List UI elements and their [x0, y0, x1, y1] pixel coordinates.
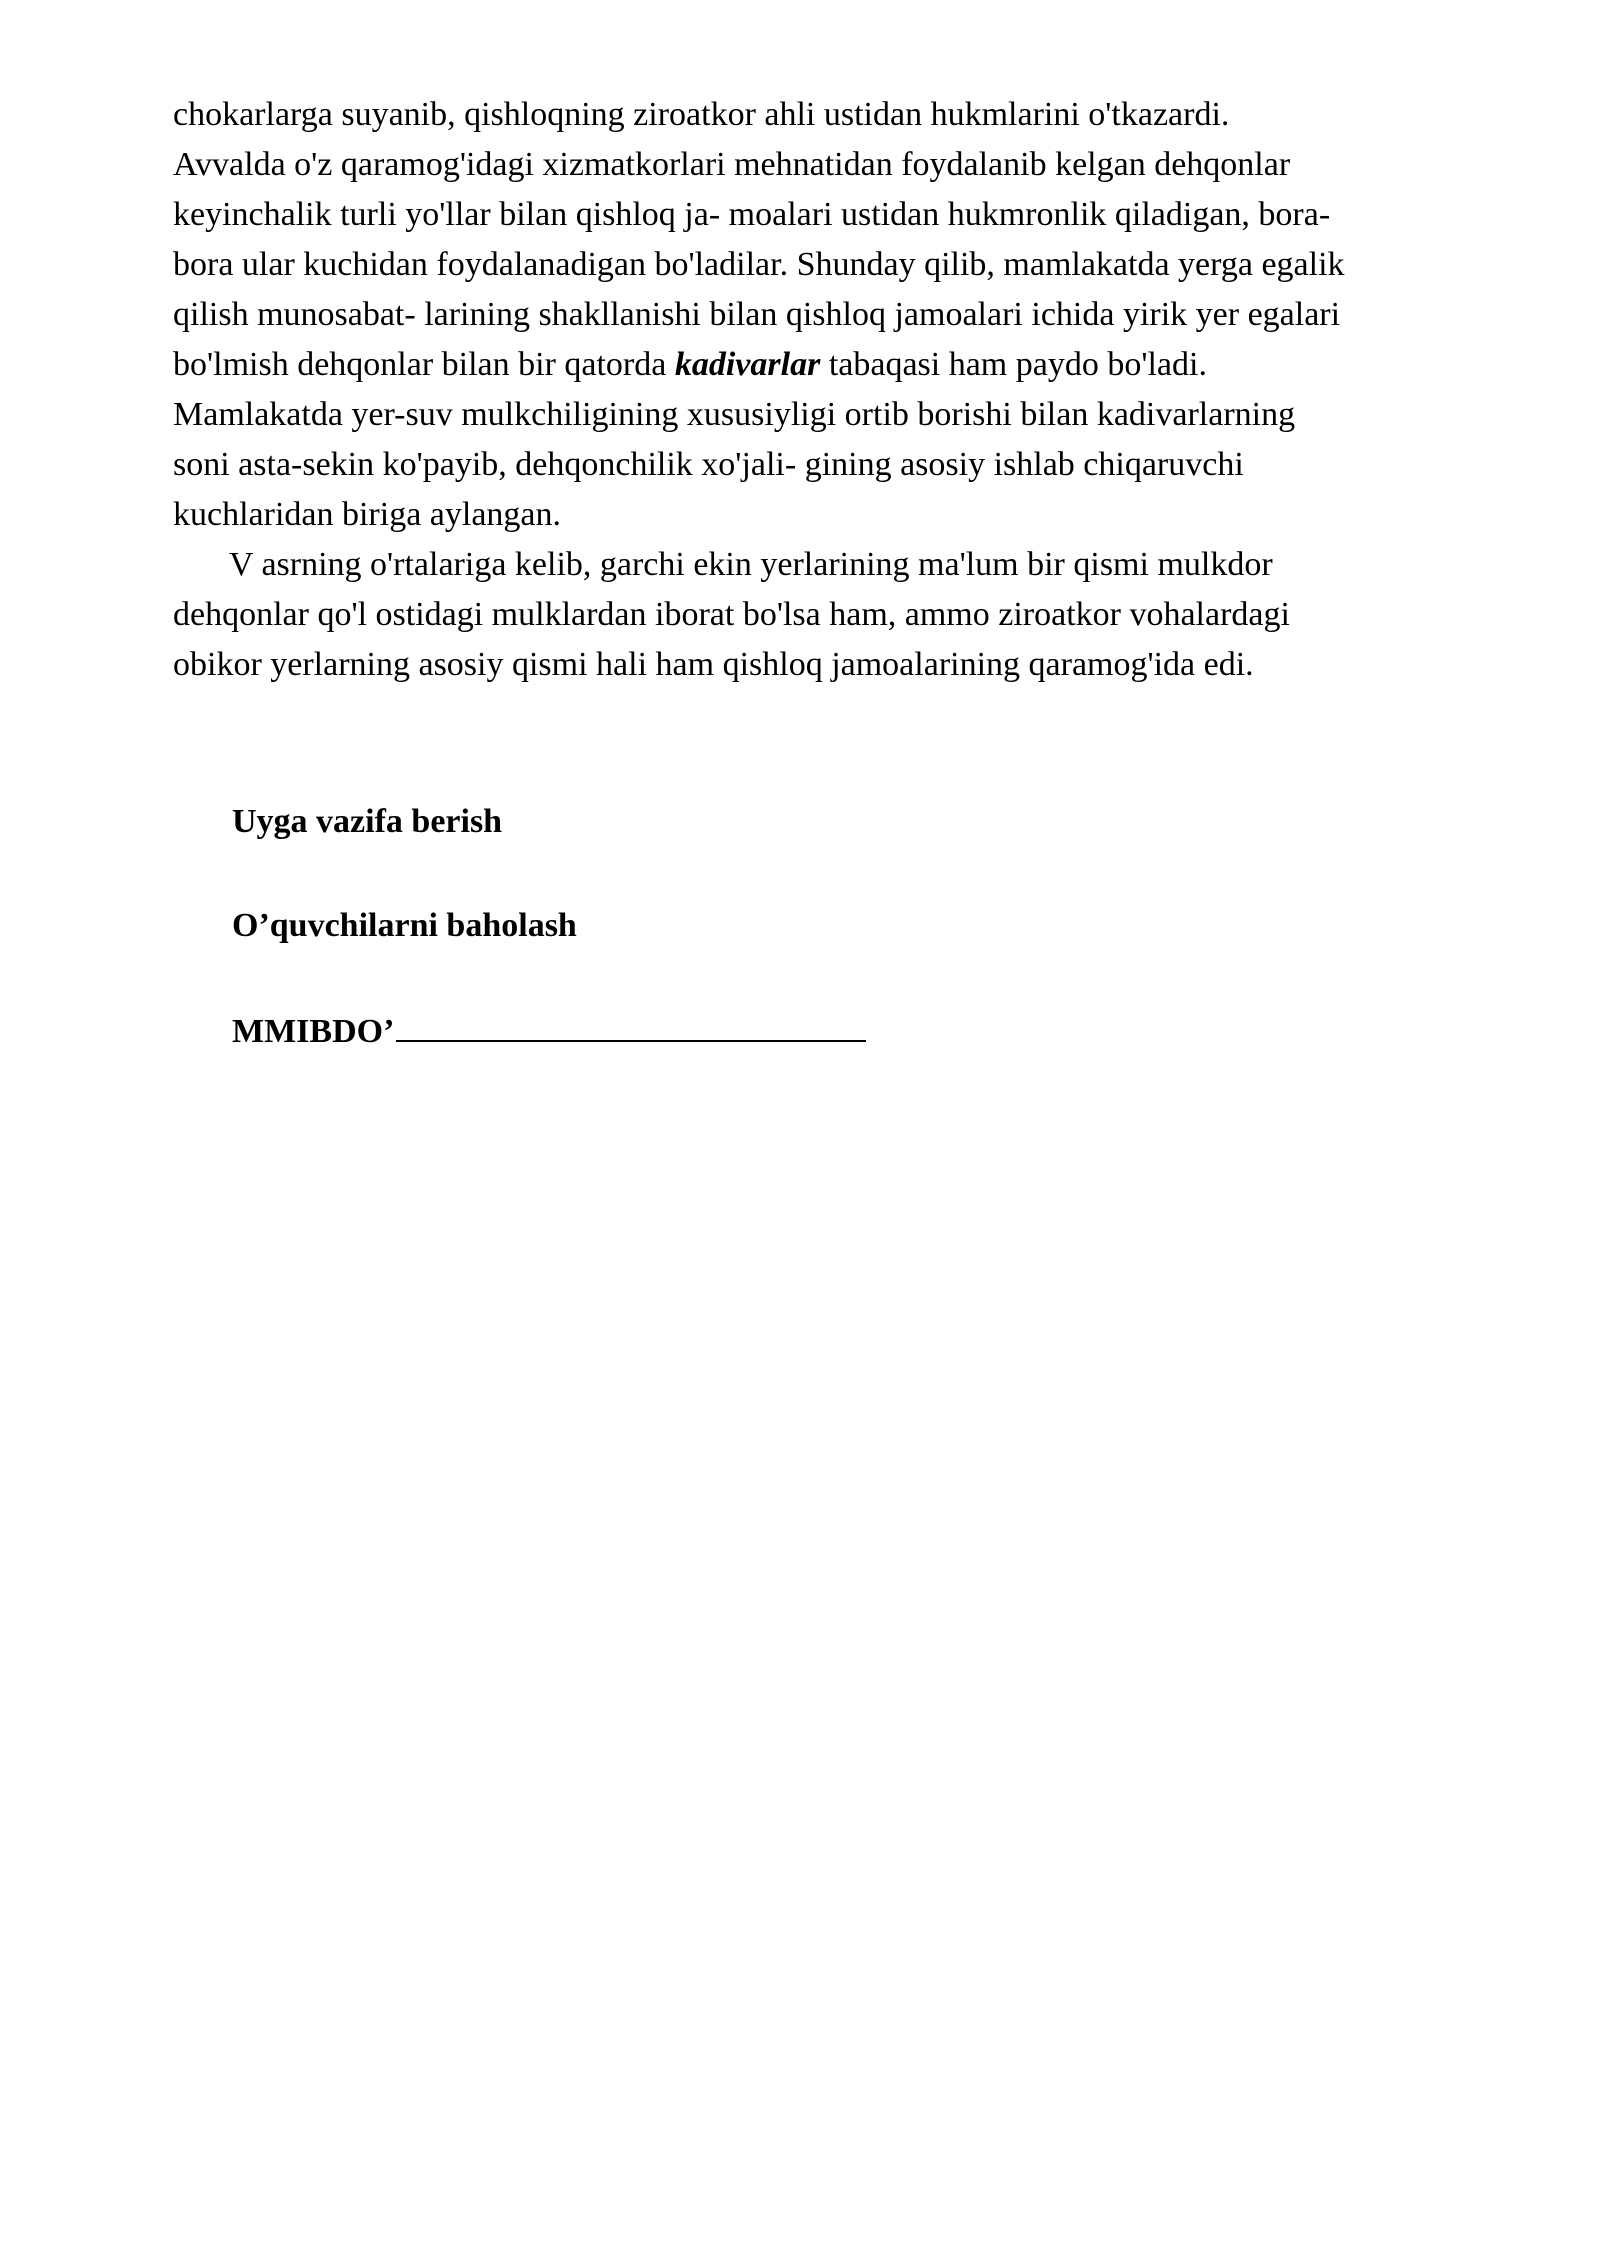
mmibdo-label: MMIBDO’: [232, 1013, 395, 1050]
text-line: bora ular kuchidan foydalanadigan bo'ladilar. Shunday qilib, mamlakatda yerga egalik: [173, 246, 1345, 283]
text-fragment: tabaqasi ham paydo bo'ladi.: [820, 346, 1207, 383]
text-line: soni asta-sekin ko'payib, dehqonchilik xo'jali- gining asosiy ishlab chiqaruvchi: [173, 446, 1244, 483]
text-line: qilish munosabat- larining shakllanishi bilan qishloq jamoalari ichida yirik yer egalari: [173, 296, 1341, 333]
text-line: kuchlaridan biriga aylangan.: [173, 496, 562, 533]
homework-heading: Uyga vazifa berish: [232, 803, 503, 840]
signature-blank-line: [396, 1008, 866, 1042]
text-line-indented: V asrning o'rtalariga kelib, garchi ekin yerlarining ma'lum bir qismi mulkdor: [229, 546, 1273, 583]
grading-heading: O’quvchilarni baholash: [232, 907, 577, 944]
text-line: obikor yerlarning asosiy qismi hali ham qishloq jamoalarining qaramog'ida edi.: [173, 646, 1254, 683]
text-line: dehqonlar qo'l ostidagi mulklardan iborat bo'lsa ham, ammo ziroatkor vohalardagi: [173, 596, 1290, 633]
text-line: Mamlakatda yer-suv mulkchiligining xususiyligi ortib borishi bilan kadivarlarning: [173, 396, 1296, 433]
mmibdo-heading: [232, 1008, 866, 1054]
text-line: Avvalda o'z qaramog'idagi xizmatkorlari mehnatidan foydalanib kelgan dehqonlar: [173, 146, 1291, 183]
text-line: keyinchalik turli yo'llar bilan qishloq ja- moalari ustidan hukmronlik qiladigan, bora-: [173, 196, 1331, 233]
text-line-with-term: [173, 340, 1493, 390]
highlighted-term: kadivarlar: [674, 346, 821, 383]
body-text: [173, 90, 1493, 690]
text-fragment: bo'lmish dehqonlar bilan bir qatorda: [173, 346, 675, 383]
text-line: chokarlarga suyanib, qishloqning ziroatkor ahli ustidan hukmlarini o'tkazardi.: [173, 96, 1230, 133]
